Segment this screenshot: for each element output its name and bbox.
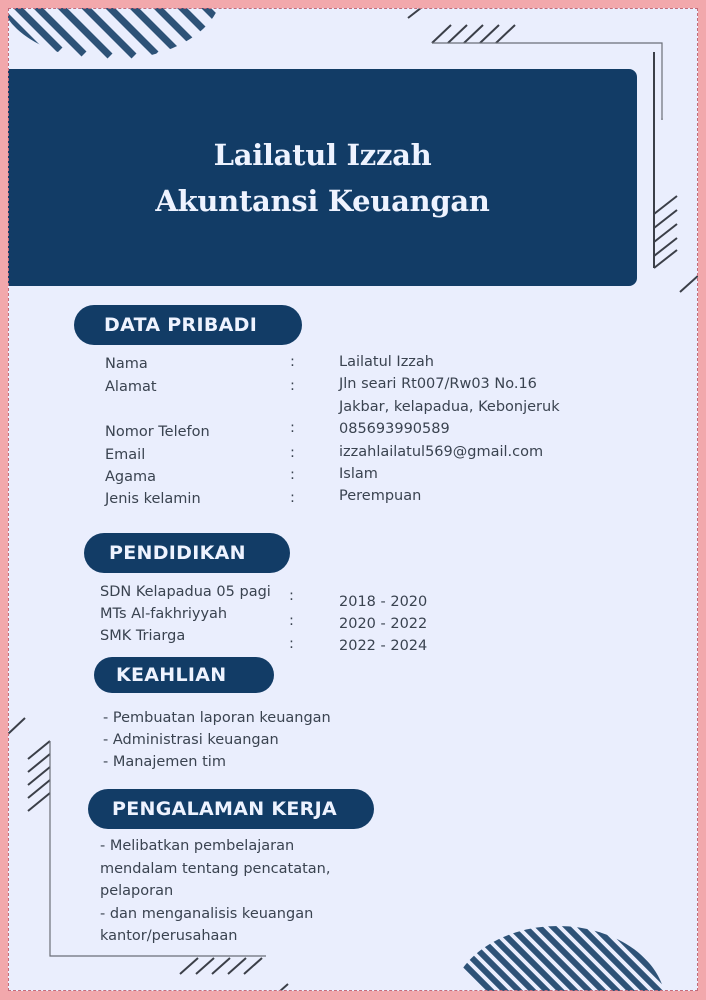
education-school: SDN Kelapadua 05 pagi: [100, 584, 271, 600]
experience-line: mendalam tentang pencatatan,: [100, 861, 331, 877]
field-value-agama: Islam: [339, 466, 378, 482]
field-separator: :: [290, 445, 295, 461]
field-separator: :: [290, 420, 295, 436]
field-value-jenis-kelamin: Perempuan: [339, 488, 422, 504]
skill-item: - Pembuatan laporan keuangan: [103, 710, 331, 726]
section-heading-experience: [88, 789, 374, 829]
experience-line: - Melibatkan pembelajaran: [100, 838, 295, 854]
section-heading-personal-label: DATA PRIBADI: [104, 314, 258, 336]
education-separator: :: [289, 613, 294, 629]
education-school: MTs Al-fakhriyyah: [100, 606, 228, 622]
header-banner: [8, 69, 637, 286]
experience-line: kantor/perusahaan: [100, 928, 238, 944]
section-heading-education: [84, 533, 290, 573]
field-label-alamat: Alamat: [105, 379, 157, 395]
field-label-telefon: Nomor Telefon: [105, 424, 210, 440]
section-heading-skills: [94, 657, 274, 693]
field-separator: :: [290, 490, 295, 506]
section-heading-personal: [74, 305, 302, 345]
education-years: 2022 - 2024: [339, 638, 428, 654]
field-value-telefon: 085693990589: [339, 421, 450, 437]
field-label-nama: Nama: [105, 356, 148, 372]
section-heading-skills-label: KEAHLIAN: [116, 664, 227, 686]
experience-line: pelaporan: [100, 883, 174, 899]
section-heading-education-label: PENDIDIKAN: [109, 542, 246, 564]
education-separator: :: [289, 588, 294, 604]
field-value-alamat-line2: Jakbar, kelapadua, Kebonjeruk: [339, 399, 560, 415]
education-years: 2020 - 2022: [339, 616, 428, 632]
field-separator: :: [290, 467, 295, 483]
skill-item: - Administrasi keuangan: [103, 732, 279, 748]
field-label-agama: Agama: [105, 469, 157, 485]
field-value-email: izzahlailatul569@gmail.com: [339, 444, 544, 460]
field-separator: :: [290, 378, 295, 394]
field-label-jenis-kelamin: Jenis kelamin: [105, 491, 201, 507]
resume-page: [8, 8, 698, 991]
education-years: 2018 - 2020: [339, 594, 428, 610]
candidate-title: Akuntansi Keuangan: [155, 183, 490, 218]
education-school: SMK Triarga: [100, 628, 186, 644]
field-label-email: Email: [105, 447, 146, 463]
field-value-nama: Lailatul Izzah: [339, 354, 434, 370]
striped-circle-decoration-bottom-right: [448, 918, 678, 991]
education-separator: :: [289, 636, 294, 652]
skill-item: - Manajemen tim: [103, 754, 226, 770]
field-separator: :: [290, 354, 295, 370]
field-value-alamat-line1: Jln seari Rt007/Rw03 No.16: [339, 376, 537, 392]
section-heading-experience-label: PENGALAMAN KERJA: [112, 798, 337, 820]
candidate-name: Lailatul Izzah: [213, 137, 432, 172]
experience-line: - dan menganalisis keuangan: [100, 906, 314, 922]
